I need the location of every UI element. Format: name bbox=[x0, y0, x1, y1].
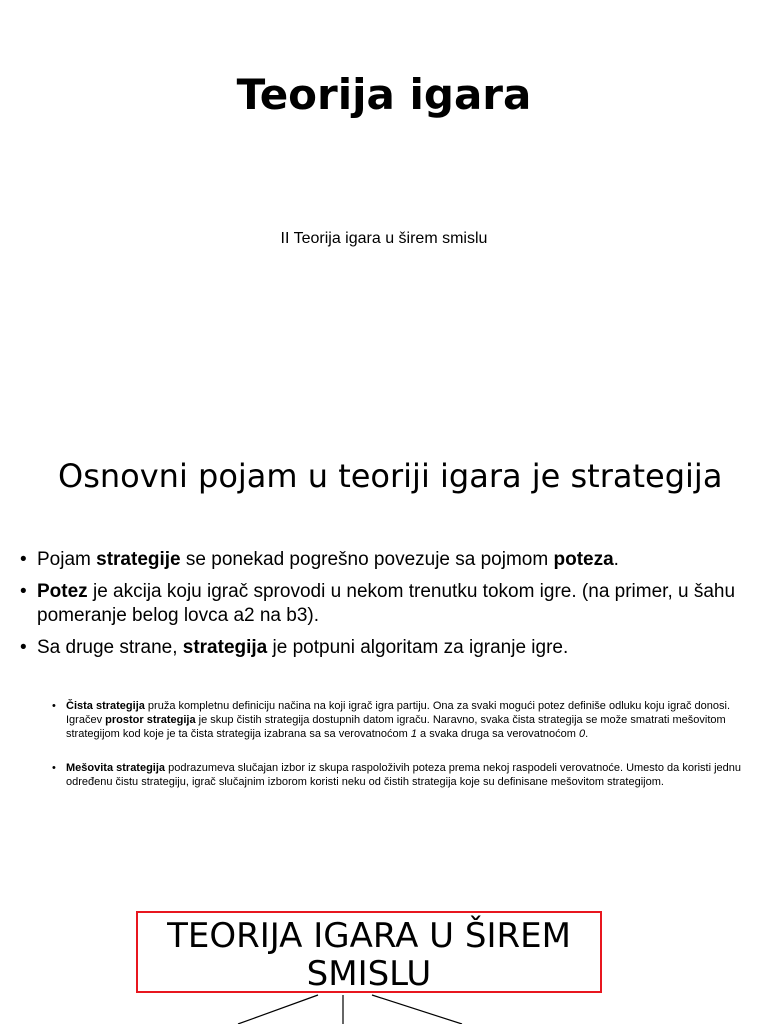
slide-subtitle: II Teorija igara u širem smislu bbox=[280, 230, 488, 247]
detail-item-pure-strategy: • Čista strategija pruža kompletnu definiciju načina na koji igrač igra partiju. Ona za svaki mogući potez definiše odluku koju igrač donosi. Igračev prostor strategija je skup čistih strategija dostupnih datom igraču. Naravno, svaka čista strategija se može smatrati mešovitom strategijom kod koje je ta čista strategija izabrana sa sa verovatnoćom 1 a svaka druga sa verovatnoćom 0. bbox=[52, 699, 748, 741]
detail-bullet-list bbox=[52, 699, 748, 809]
diagram-root-box: TEORIJA IGARA U ŠIREM SMISLU bbox=[136, 911, 602, 993]
bullet-item-algorithm: • Sa druge strane, strategija je potpuni algoritam za igranje igre. bbox=[20, 636, 750, 660]
bullet-item-strategy: • Pojam strategije se ponekad pogrešno povezuje sa pojmom poteza. bbox=[20, 548, 750, 572]
slide-title: Teorija igara bbox=[236, 70, 532, 119]
connector-right bbox=[372, 995, 462, 1024]
bullet-item-move: • Potez je akcija koju igrač sprovodi u nekom trenutku tokom igre. (na primer, u šahu pomeranje belog lovca a2 na b3). bbox=[20, 580, 750, 628]
main-bullet-list bbox=[20, 548, 750, 668]
connector-left bbox=[238, 995, 318, 1024]
section-heading: Osnovni pojam u teoriji igara je strategija bbox=[58, 457, 723, 495]
detail-item-mixed-strategy: • Mešovita strategija podrazumeva slučajan izbor iz skupa raspoloživih poteza prema nekoj raspodeli verovatnoće. Umesto da koristi jednu određenu čistu strategiju, igrač slučajnim izborom koristi neku od čistih strategija koje su definisane mešovitom strategijom. bbox=[52, 761, 748, 789]
diagram-connectors bbox=[0, 990, 768, 1024]
